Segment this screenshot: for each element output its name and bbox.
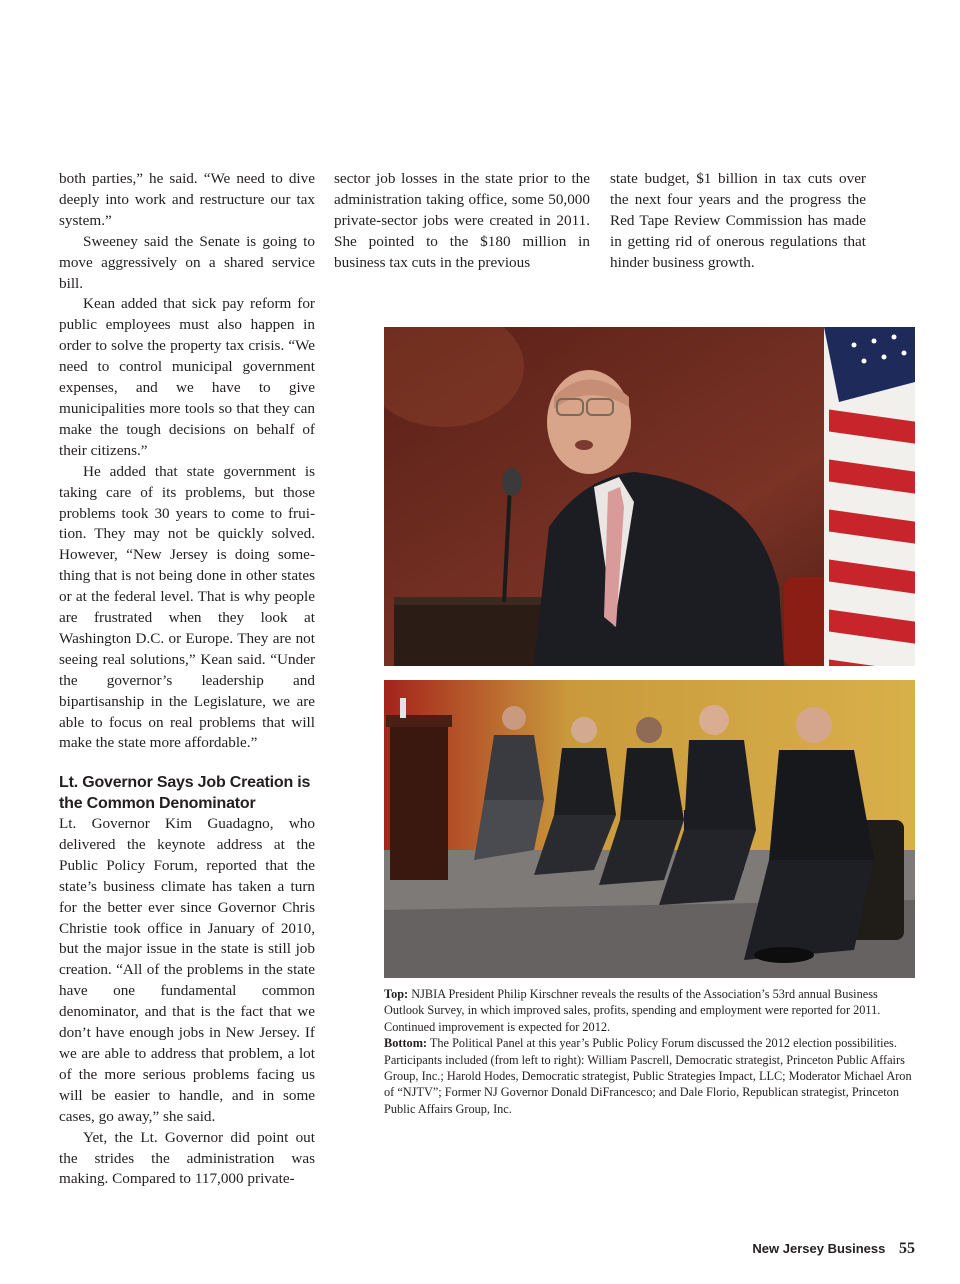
photo-caption xyxy=(384,986,915,1117)
article-column-2 xyxy=(334,169,590,274)
caption-top-text: NJBIA President Philip Kirschner reveals the results of the Association’s 53rd annual Business Outlook Survey, in which improved sales, profits, spending and employment were reported for 2011. Continued improvement is expected for 2012. xyxy=(384,987,881,1034)
paragraph: both parties,” he said. “We need to dive deeply into work and restructure our tax system.” xyxy=(59,170,315,229)
photo-political-panel xyxy=(384,680,915,978)
caption-bottom-label: Bottom: xyxy=(384,1036,428,1051)
caption-bottom-text: The Political Panel at this year’s Public Policy Forum discussed the 2012 election possibilities. Participants included (from left to right): William Pascrell, Democratic strategist, Princeton Public Affairs Group, Inc.; Harold Hodes, Democratic strategist, Public Strategies Impact, LLC; Moderator Michael Aron of “NJTV”; Former NJ Governor Donald DiFrancesco; and Dale Florio, Republican strategist, Princeton Public Affairs Group, Inc. xyxy=(384,1036,912,1116)
article-column-1 xyxy=(59,169,315,754)
panel-photo-illustration xyxy=(384,680,915,978)
paragraph: sector job losses in the state prior to the administration taking office, some 50,000 private-sector jobs were created in 2011. She pointed to the $180 million in business tax cuts in the previous xyxy=(334,170,590,271)
american-flag xyxy=(824,327,915,666)
page-footer xyxy=(752,1240,915,1258)
article-column-3 xyxy=(610,169,866,274)
paragraph: Kean added that sick pay reform for public employees must also happen in order to solve the property tax crisis. “We need to control municipal government expenses, and we have to give municipalities more tools so that they can make the tough decisions on behalf of their citizens.” xyxy=(59,295,315,459)
publication-name: New Jersey Business xyxy=(752,1241,886,1256)
paragraph: Yet, the Lt. Governor did point out the strides the administration was making. Compared to 117,000 private- xyxy=(59,1128,315,1188)
paragraph: Sweeney said the Senate is going to move aggressively on a shared service bill. xyxy=(59,232,315,292)
caption-top-label: Top: xyxy=(384,987,409,1001)
article-column-1-continued xyxy=(59,772,315,1190)
paragraph: He added that state government is taking care of its problems, but those problems took 30 years to come to fruition. They may not be quickly solved. However, “New Jersey is doing something that is not being done in other states or at the federal level. That is why people are frustrated when they look at Washington D.C. or Europe. They are not seeing real solutions,” Kean said. “Under the governor’s leadership and bipartisanship in the Legislature, we are able to focus on real problems that will make the state more affordable.” xyxy=(59,462,315,752)
caption-bottom xyxy=(384,1035,915,1117)
speaker-photo-illustration xyxy=(384,327,915,666)
paragraph: state budget, $1 billion in tax cuts over the next four years and the progress the Red Tape Review Commission has made in getting rid of onerous regulations that hinder business growth. xyxy=(610,170,866,271)
photo-speaker-at-podium xyxy=(384,327,915,666)
caption-top xyxy=(384,986,915,1035)
section-subhead: Lt. Governor Says Job Creation is the Common Denominator xyxy=(59,774,311,812)
paragraph: Lt. Governor Kim Guadagno, who delivered the keynote address at the Public Policy Forum, reported that the state’s business climate has taken a turn for the better ever since Governor Chris Christie took office in January of 2010, but the major issue in the state is still job creation. “All of the problems in the state have one fundamental common denominator, and that is the fact that we don’t have enough jobs in New Jersey. If we are able to address that problem, a lot of the more serious problems facing us will be easier to handle, and in some cases, go away,” she said. xyxy=(59,815,315,1125)
page-number: 55 xyxy=(899,1240,915,1257)
